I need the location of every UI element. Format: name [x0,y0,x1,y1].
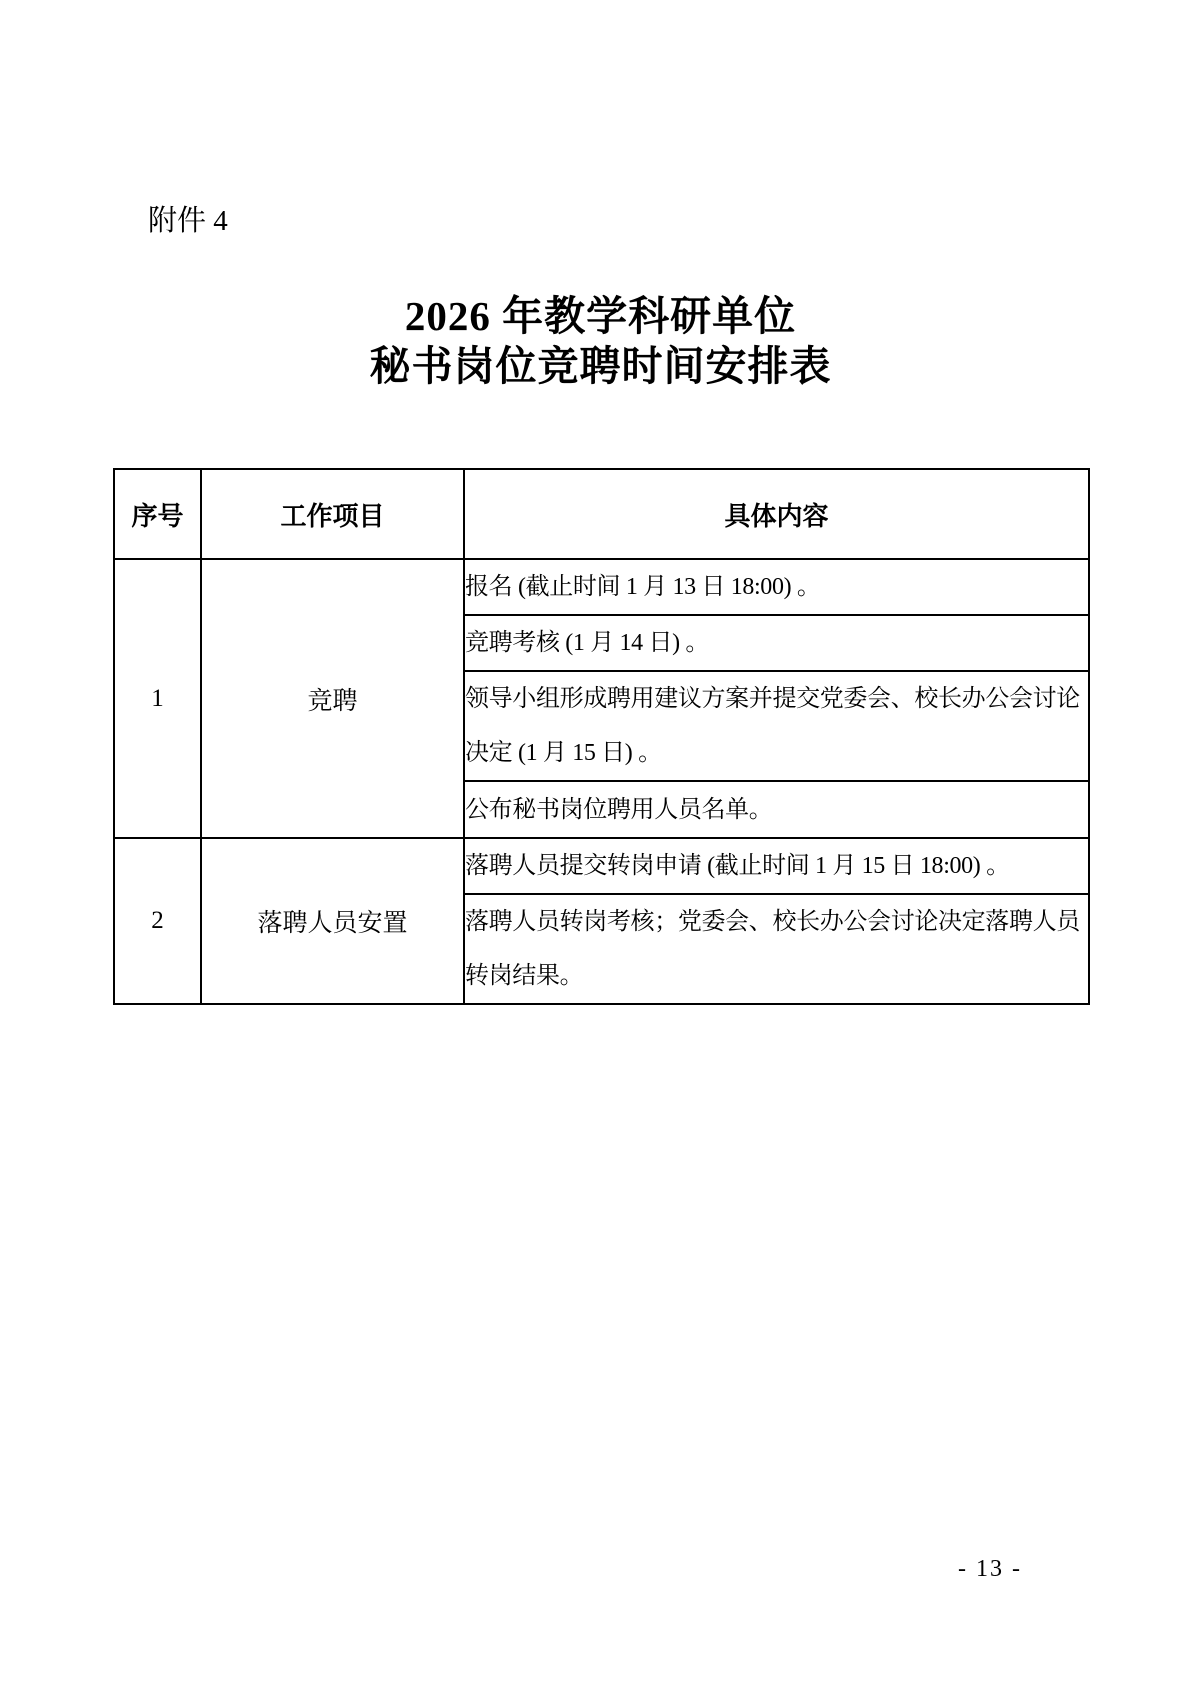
column-header-serial-no: 序号 [114,469,201,559]
section-2-detail-1: 落聘人员提交转岗申请 (截止时间 1 月 15 日 18:00) 。 [464,838,1089,894]
section-1-detail-2: 竞聘考核 (1 月 14 日) 。 [464,615,1089,671]
schedule-table [113,468,1090,1005]
page-number: - 13 - [958,1556,1022,1582]
section-1-detail-4: 公布秘书岗位聘用人员名单。 [464,781,1089,838]
section-2-detail-2: 落聘人员转岗考核；党委会、校长办公会讨论决定落聘人员转岗结果。 [464,894,1089,1004]
section-1-detail-3: 领导小组形成聘用建议方案并提交党委会、校长办公会讨论决定 (1 月 15 日) 。 [464,671,1089,781]
section-1-detail-1: 报名 (截止时间 1 月 13 日 18:00) 。 [464,559,1089,615]
section-2-serial-no: 2 [114,838,201,1004]
section-2-work-item: 落聘人员安置 [201,838,464,1004]
table-row [114,559,1089,615]
column-header-details: 具体内容 [464,469,1089,559]
table-header-row [114,469,1089,559]
document-title [113,291,1088,391]
title-line-1: 2026 年教学科研单位 [404,293,797,339]
column-header-work-item: 工作项目 [201,469,464,559]
title-line-2: 秘书岗位竞聘时间安排表 [369,343,832,389]
attachment-label: 附件 4 [148,205,228,237]
section-1-serial-no: 1 [114,559,201,838]
table-row [114,838,1089,894]
section-1-work-item: 竞聘 [201,559,464,838]
